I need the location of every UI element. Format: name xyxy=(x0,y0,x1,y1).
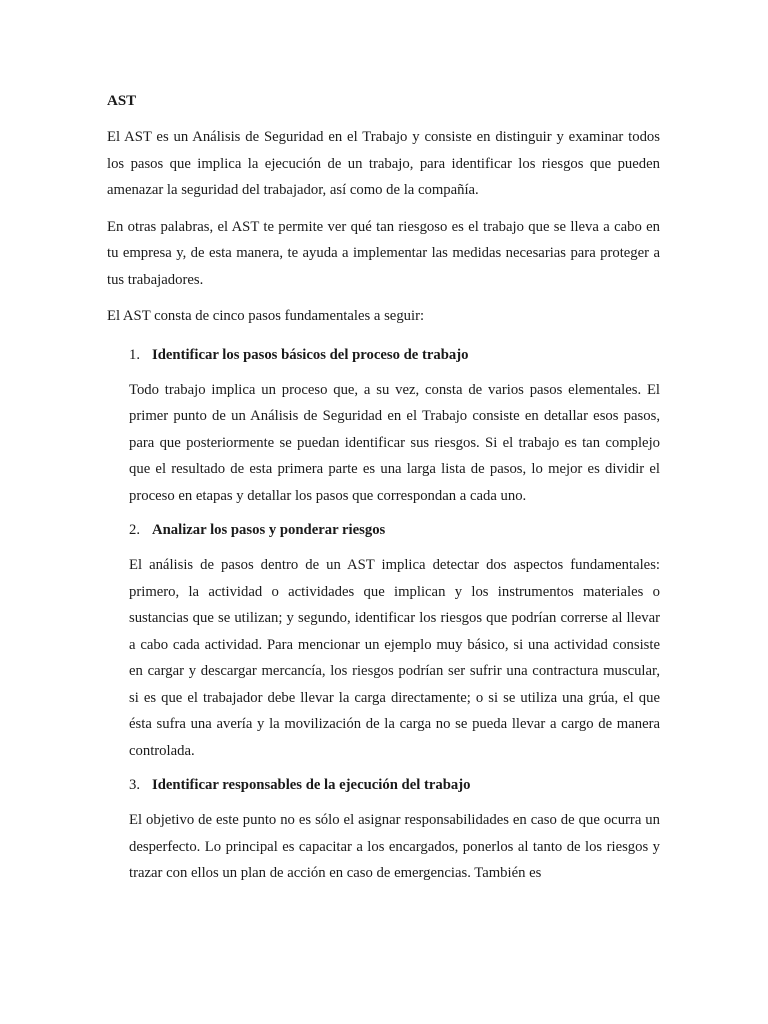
intro-paragraph-3: El AST consta de cinco pasos fundamentales a seguir: xyxy=(107,308,425,324)
step-2-number: 2. xyxy=(129,522,141,538)
step-3-title: Identificar responsables de la ejecución del trabajo xyxy=(152,777,471,793)
step-1-number: 1. xyxy=(129,346,141,363)
intro-paragraph-1: El AST es un Análisis de Seguridad en el Trabajo y consiste en distinguir y examinar todos los pasos que implica la ejecución de un trabajo, para identificar los riesgos que pueden amenazar la seguridad del trabajador, así como de la compañía. xyxy=(107,129,660,198)
step-1-title: Identificar los pasos básicos del proceso de trabajo xyxy=(152,346,469,363)
intro-paragraph-2: En otras palabras, el AST te permite ver qué tan riesgoso es el trabajo que se lleva a cabo en tu empresa y, de esta manera, te ayuda a implementar las medidas necesarias para proteger a tus trabajadores. xyxy=(107,218,660,288)
step-3-number: 3. xyxy=(129,777,141,793)
document-title: AST xyxy=(107,93,137,109)
step-3-text: El objetivo de este punto no es sólo el asignar responsabilidades en caso de que ocurra un desperfecto. Lo principal es capacitar a los encargados, ponerlos al tanto de los riesgos y trazar con ellos un plan de acción en caso de emergencias. También es xyxy=(129,812,660,881)
document-page xyxy=(107,90,660,897)
step-2-title: Analizar los pasos y ponderar riesgos xyxy=(152,522,386,538)
step-1-heading xyxy=(129,344,660,366)
step-2-heading xyxy=(129,519,660,541)
step-2-text: El análisis de pasos dentro de un AST implica detectar dos aspectos fundamentales: primero, la actividad o actividades que implican y los instrumentos materiales o sustancias que se utilizan; y segundo, identificar los riesgos que podrían correrse al llevar a cabo cada actividad. Para mencionar un ejemplo muy básico, si una actividad consiste en cargar y descargar mercancía, los riesgos podrían ser sufrir una contractura muscular, si es que el trabajador debe llevar la carga directamente; o si se utiliza una grúa, el que ésta sufra una avería y la movilización de la carga no se pueda llevar a cargo de manera controlada. xyxy=(129,557,660,759)
step-3-heading xyxy=(129,774,660,796)
step-1-text: Todo trabajo implica un proceso que, a su vez, consta de varios pasos elementales. El primer punto de un Análisis de Seguridad en el Trabajo consiste en detallar esos pasos, para que posteriormente se puedan identificar sus riesgos. Si el trabajo es tan complejo que el resultado de esta primera parte es una larga lista de pasos, lo mejor es dividir el proceso en etapas y detallar los pasos que correspondan a cada uno. xyxy=(129,381,660,504)
